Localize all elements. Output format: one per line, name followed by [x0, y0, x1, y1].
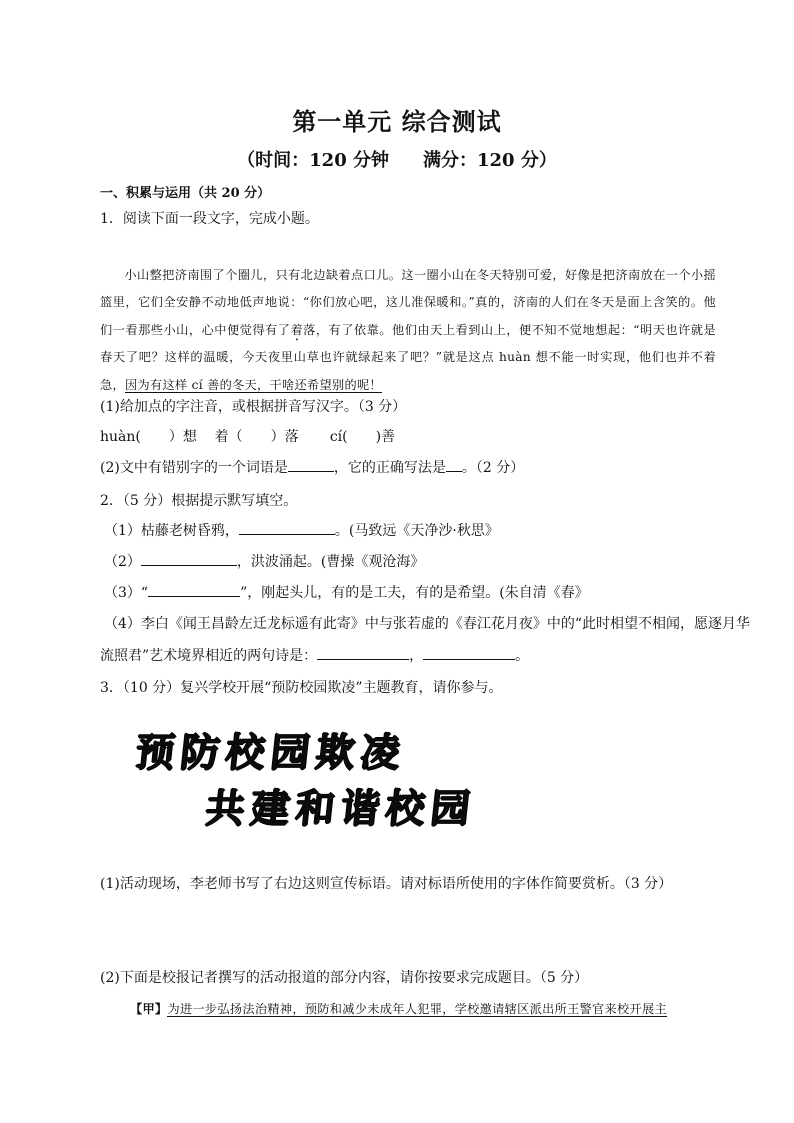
answer-blank[interactable] — [317, 646, 409, 660]
recite-text: （1）枯藤老树昏鸦， — [104, 523, 239, 539]
full-score: 满分：120 分） — [423, 150, 557, 171]
pinyin-item-zhuo: 着（ ）落 — [214, 429, 299, 445]
report-tag: 【甲】 — [130, 1002, 168, 1016]
recite-comma: ， — [409, 648, 424, 664]
sub2-text-a: (2)文中有错别字的一个词语是 — [100, 460, 288, 476]
sub2-text-b: ，它的正确写法是 — [333, 460, 446, 476]
question-3-stem: 3．（10 分）复兴学校开展“预防校园欺凌”主题教育，请你参与。 — [100, 680, 503, 696]
recite-source: 。(马致远《天净沙·秋思》 — [334, 523, 499, 539]
recite-line-4: （4）李白《闻王昌龄左迁龙标遥有此寄》中与张若虚的《春江花月夜》中的“此时相望不相闻，愿逐月华 — [104, 616, 751, 632]
page-subtitle — [0, 146, 794, 172]
recite-source: ，洪波涌起。(曹操《观沧海》 — [236, 554, 425, 570]
question-1-sub2 — [100, 457, 524, 477]
question-1-stem: 1．阅读下面一段文字，完成小题。 — [100, 211, 319, 227]
section-heading: 一、积累与运用（共 20 分） — [100, 186, 271, 201]
recite-line-3 — [104, 582, 589, 602]
recite-line-1 — [104, 520, 499, 540]
page-title: 第一单元 综合测试 — [292, 107, 502, 136]
news-report-excerpt — [130, 1000, 720, 1017]
answer-blank[interactable] — [446, 458, 462, 472]
report-underlined-text: 为进一步弘扬法治精神，预防和减少未成年人犯罪，学校邀请辖区派出所王警官来校开展主 — [167, 1002, 667, 1016]
pinyin-item-huan: huàn( ）想 — [100, 429, 197, 445]
recite-period: 。 — [515, 648, 530, 664]
recite-line-4-cont — [100, 645, 529, 665]
dotted-character: 着 — [290, 322, 304, 337]
question-1-sub1: (1)给加点的字注音，或根据拼音写汉字。（3 分） — [100, 399, 407, 415]
passage-text-2: 落，有了依靠。他们由天上看到山上，便不知不觉地想起：“明天也许就是春天了吧？这样的温暖，今天夜里山草也许就绿起来了吧？”就是这点 huàn 想不能一时实现，他们也并不着急， — [100, 322, 716, 392]
passage-underlined-text: 因为有这样 cí 善的冬天，干啥还希望别的呢！ — [124, 377, 382, 392]
pinyin-row — [100, 426, 395, 446]
recite-text: 流照君”艺术境界相近的两句诗是： — [100, 648, 318, 664]
recite-source: ”，刚起头儿，有的是工夫，有的是希望。(朱自清《春》 — [240, 585, 589, 601]
question-3-sub2: (2)下面是校报记者撰写的活动报道的部分内容，请你按要求完成题目。（5 分） — [100, 970, 589, 986]
answer-blank[interactable] — [239, 521, 335, 535]
answer-blank[interactable] — [141, 552, 237, 566]
question-3-sub1: (1)活动现场，李老师书写了右边这则宣传标语。请对标语所使用的字体作简要赏析。（3 分） — [100, 876, 673, 892]
answer-blank[interactable] — [148, 583, 240, 597]
recite-text: （3）“ — [104, 585, 149, 601]
recite-line-2 — [104, 551, 424, 571]
sub2-text-c: 。（2 分） — [461, 460, 525, 476]
slogan-line-2: 共建和谐校园 — [203, 786, 479, 832]
passage-text-1: 小山整把济南围了个圈儿，只有北边缺着点口儿。这一圈小山在冬天特别可爱，好像是把济南放在一个小摇篮里，它们全安静不动地低声地说：“你们放心吧，这儿准保暖和。”真的，济南的人们在冬天是面上含笑的。他们一看那些小山，心中便觉得有了 — [100, 268, 716, 337]
question-2-stem: 2．（5 分）根据提示默写填空。 — [100, 493, 298, 509]
answer-blank[interactable] — [423, 646, 515, 660]
recite-text: （2） — [104, 554, 141, 570]
answer-blank[interactable] — [288, 458, 334, 472]
time-limit: （时间：120 分钟 — [237, 150, 389, 171]
reading-passage — [100, 262, 716, 399]
pinyin-item-ci: cí( )善 — [329, 429, 396, 445]
slogan-line-1: 预防校园欺凌 — [133, 730, 409, 776]
